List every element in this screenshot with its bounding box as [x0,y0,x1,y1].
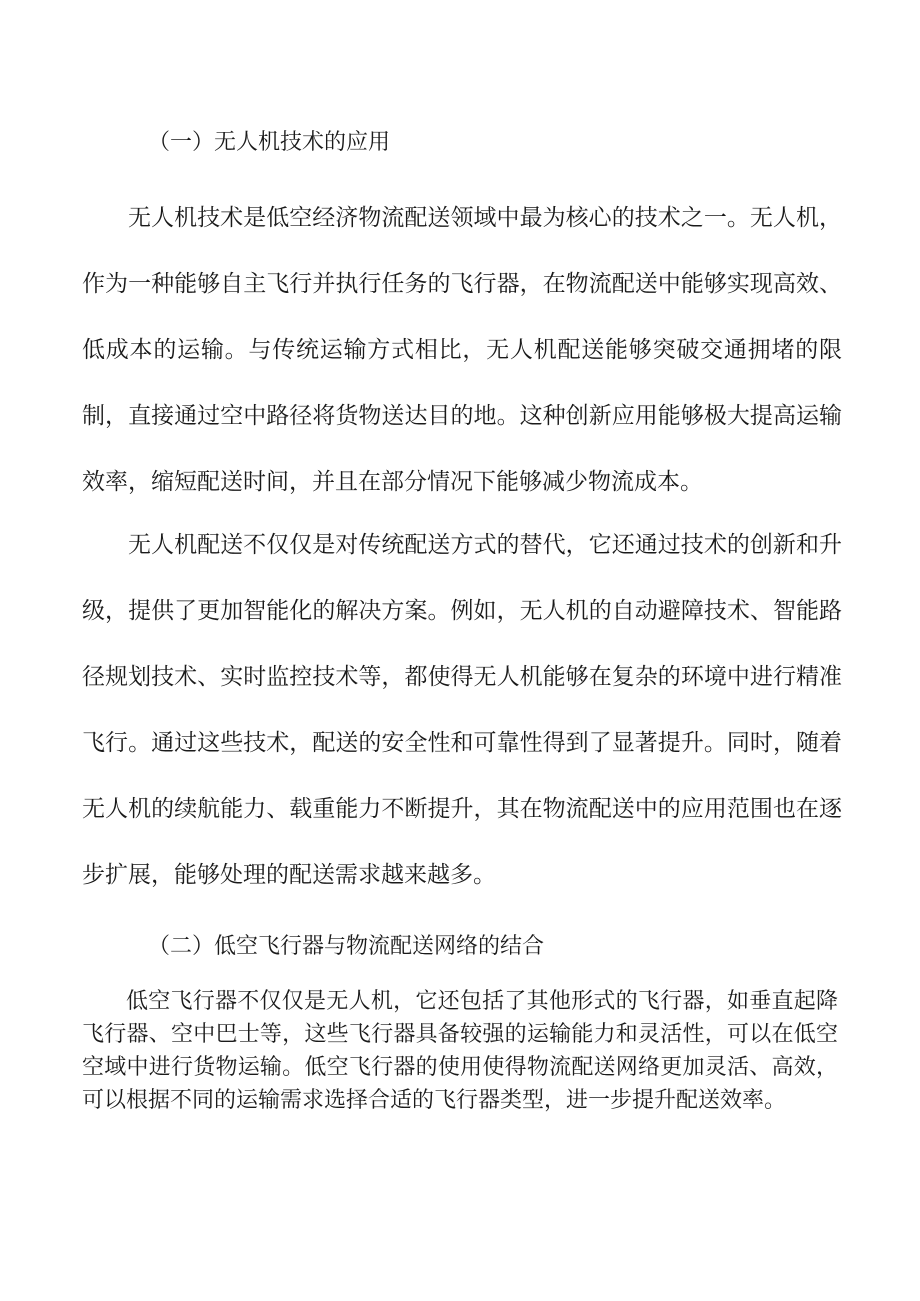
section-1-paragraph-2: 无人机配送不仅仅是对传统配送方式的替代，它还通过技术的创新和升级，提供了更加智能化的解决方案。例如，无人机的自动避障技术、智能路径规划技术、实时监控技术等，都使得无人机能够在复杂的环境中进行精准飞行。通过这些技术，配送的安全性和可靠性得到了显著提升。同时，随着无人机的续航能力、载重能力不断提升，其在物流配送中的应用范围也在逐步扩展，能够处理的配送需求越来越多。 [82,532,842,888]
section-heading-2: （二）低空飞行器与物流配送网络的结合 [148,934,545,959]
section-heading-1: （一）无人机技术的应用 [148,130,391,155]
section-1-paragraph-1: 无人机技术是低空经济物流配送领域中最为核心的技术之一。无人机，作为一种能够自主飞行并执行任务的飞行器，在物流配送中能够实现高效、低成本的运输。与传统运输方式相比，无人机配送能够突破交通拥堵的限制，直接通过空中路径将货物送达目的地。这种创新应用能够极大提高运输效率，缩短配送时间，并且在部分情况下能够减少物流成本。 [82,205,842,495]
section-2-paragraph-1: 低空飞行器不仅仅是无人机，它还包括了其他形式的飞行器，如垂直起降飞行器、空中巴士等，这些飞行器具备较强的运输能力和灵活性，可以在低空空域中进行货物运输。低空飞行器的使用使得物流配送网络更加灵活、高效，可以根据不同的运输需求选择合适的飞行器类型，进一步提升配送效率。 [82,989,838,1113]
